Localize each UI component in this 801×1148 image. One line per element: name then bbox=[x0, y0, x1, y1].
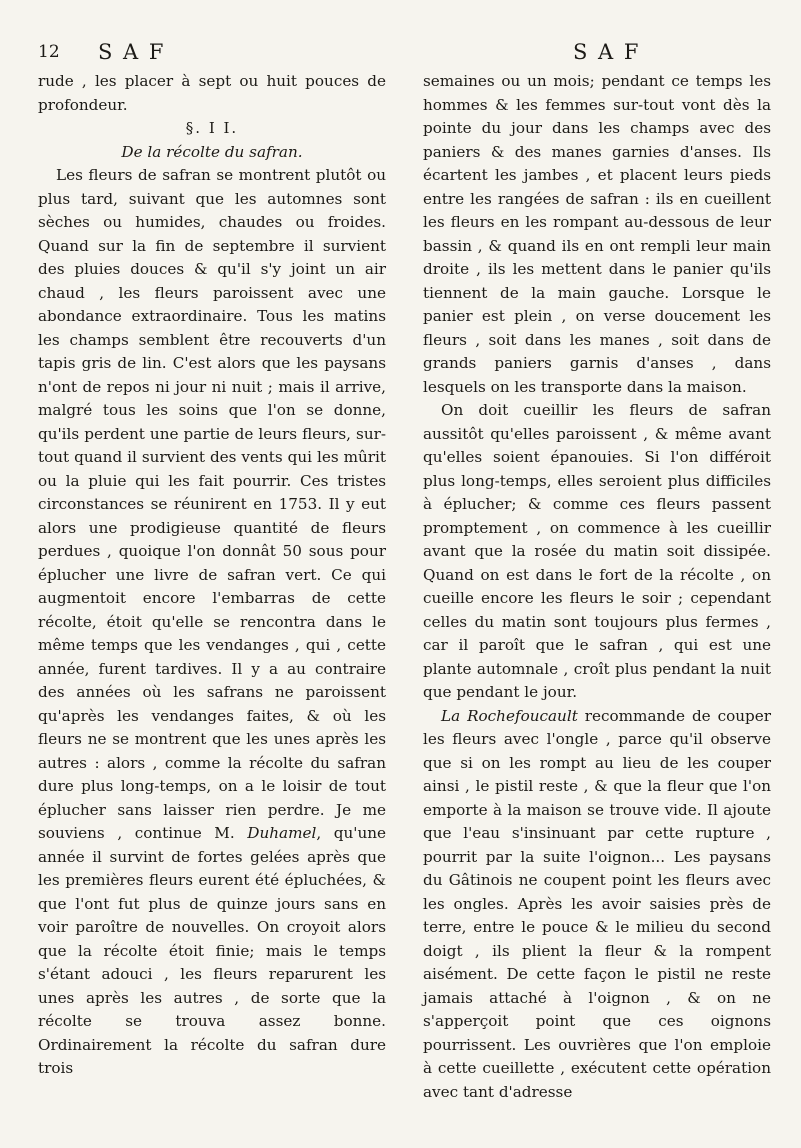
right-paragraph-1: semaines ou un mois; pendant ce temps les hommes & les femmes sur-tout vont dès la pointe du jour dans les champs avec des paniers & des manes garnies d'anses. Ils écartent les jambes , et placent leurs pieds entre les rangées de safran : ils en cueillent les fleurs en les rompant au-dessous de leur bassin , & quand ils en ont rempli leur main droite , ils les mettent dans le panier qu'ils tiennent de la main gauche. Lorsque le panier est plein , on verse doucement les fleurs , soit dans les manes , soit dans de grands paniers garnis d'anses , dans lesquels on les transporte dans la maison. bbox=[423, 72, 771, 396]
left-column bbox=[38, 70, 386, 1081]
left-intro-text: rude , les placer à sept ou huit pouces de profondeur. bbox=[38, 72, 386, 114]
section-number: §. I I. bbox=[185, 119, 239, 137]
left-paragraph-end: , qu'une année il survint de fortes gelées après que les premières fleurs eurent été épluchées, & que l'ont fut plus de quinze jours sans en voir paroître de nouvelles. On croyoit alors que la récolte étoit finie; mais le temps s'étant adouci , les fleurs reparurent les unes après les autres , de sorte que la récolte se trouva assez bonne. Ordinairement la récolte du safran dure trois bbox=[38, 824, 387, 1077]
author-name-rochefoucault: La Rochefoucault bbox=[441, 706, 578, 725]
right-paragraph-3 bbox=[423, 705, 771, 1105]
right-running-title: S A F bbox=[573, 40, 641, 64]
right-column bbox=[423, 70, 771, 1104]
left-running-title: S A F bbox=[98, 40, 166, 64]
right-paragraph-2: On doit cueillir les fleurs de safran aussitôt qu'elles paroissent , & même avant qu'elles soient épanouies. Si l'on différoit plus long-temps, elles seroient plus difficiles à éplucher; & comme ces fleurs passent promptement , on commence à les cueillir avant que la rosée du matin soit dissipée. Quand on est dans le fort de la récolte , on cueille encore les fleurs le soir ; cependant celles du matin sont toujours plus fermes , car il paroît que le safran , qui est une plante automnale , croît plus pendant la nuit que pendant le jour. bbox=[423, 401, 771, 701]
running-header bbox=[38, 40, 768, 70]
left-paragraph-text: Les fleurs de safran se montrent plutôt ou plus tard, suivant que les automnes sont sèches ou humides, chaudes ou froides. Quand sur la fin de septembre il survient des pluies douces & qu'il s'y joint un air chaud , les fleurs paroissent avec une abondance extraordinaire. Tous les matins les champs semblent être recouverts d'un tapis gris de lin. C'est alors que les paysans n'ont de repos ni jour ni nuit ; mais il arrive, malgré tous les soins que l'on se donne, qu'ils perdent une partie de leurs fleurs, sur-tout quand il survient des vents qui les mûrit ou la pluie qui les fait pourrir. Ces tristes circonstances se réunirent en 1753. Il y eut alors une prodigieuse quantité de fleurs perdues , quoique l'on donnât 50 sous pour éplucher une livre de safran vert. Ce qui augmentoit encore l'embarras de cette récolte, étoit qu'elle se rencontra dans le même temps que les vendanges , qui , cette année, furent tardives. Il y a au contraire des années où les safrans ne paroissent qu'après les vendanges faites, & où les fleurs ne se montrent que les unes après les autres : alors , comme la récolte du safran dure plus long-temps, on a le loisir de tout éplucher sans laisser rien perdre. Je me souviens , continue M. bbox=[38, 166, 386, 842]
right-paragraph-3-text: recommande de couper les fleurs avec l'ongle , parce qu'il observe que si on les rompt au lieu de les couper ainsi , le pistil reste , & que la fleur que l'on emporte à la maison se trouve vide. Il ajoute que l'eau s'insinuant par cette rupture , pourrit par la suite l'oignon... Les paysans du Gâtinois ne coupent point les fleurs avec les ongles. Après les avoir saisies près de terre, entre le pouce & le milieu du second doigt , ils plient la fleur & la rompent aisément. De cette façon le pistil ne reste jamais attaché à l'oignon , & on ne s'apperçoit point que ces oignons pourrissent. Les ouvrières que l'on emploie à cette cueillette , exécutent cette opération avec tant d'adresse bbox=[423, 706, 772, 1101]
page-number: 12 bbox=[38, 42, 60, 62]
author-name-duhamel: Duhamel bbox=[247, 824, 317, 842]
section-title: De la récolte du safran. bbox=[121, 142, 303, 161]
left-paragraph bbox=[38, 164, 386, 1081]
